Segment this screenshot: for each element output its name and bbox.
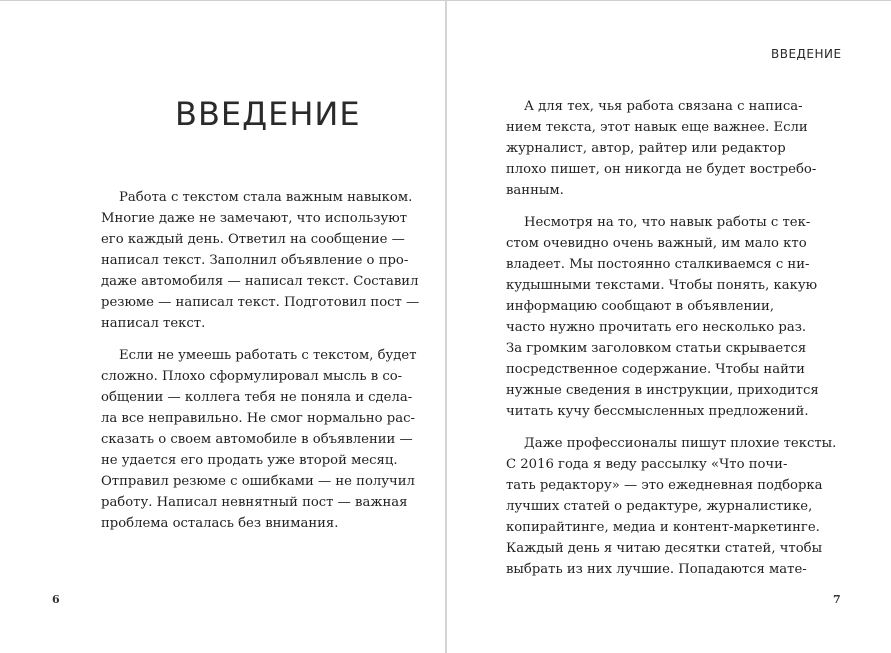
text-line: часто нужно прочитать его несколько раз. bbox=[506, 320, 807, 335]
text-line: Каждый день я читаю десятки статей, чтобы bbox=[506, 541, 823, 556]
paragraph bbox=[101, 345, 417, 534]
text-line: написал текст. bbox=[101, 316, 206, 331]
text-line: владеет. Мы постоянно сталкиваемся с ни- bbox=[506, 257, 810, 272]
text-line: Несмотря на то, что навык работы с тек- bbox=[524, 215, 811, 230]
left-page bbox=[0, 0, 445, 653]
text-line: не удается его продать уже второй месяц. bbox=[101, 453, 398, 468]
text-line: Многие даже не замечают, что используют bbox=[101, 211, 408, 226]
right-page bbox=[447, 0, 891, 653]
text-line: работу. Написал невнятный пост — важная bbox=[101, 495, 408, 510]
text-line: кудышными текстами. Чтобы понять, какую bbox=[506, 278, 818, 293]
text-line: читать кучу бессмысленных предложений. bbox=[506, 404, 809, 419]
text-line: С 2016 года я веду рассылку «Что почи- bbox=[506, 457, 788, 472]
text-line: Если не умеешь работать с текстом, будет bbox=[119, 348, 417, 363]
text-line: сложно. Плохо сформулировал мысль в со- bbox=[101, 369, 403, 384]
text-line: информацию сообщают в объявлении, bbox=[506, 299, 775, 314]
text-line: журналист, автор, райтер или редактор bbox=[506, 141, 786, 156]
text-line: копирайтинге, медиа и контент-маркетинге. bbox=[506, 520, 820, 535]
text-line: проблема осталась без внимания. bbox=[101, 516, 339, 531]
text-line: лучших статей о редактуре, журналистике, bbox=[506, 499, 813, 514]
paragraph bbox=[101, 187, 420, 334]
running-head: ВВЕДЕНИЕ bbox=[771, 47, 842, 61]
paragraph bbox=[506, 212, 819, 422]
text-line: нужные сведения в инструкции, приходится bbox=[506, 383, 819, 398]
left-body-text bbox=[101, 187, 420, 545]
text-line: А для тех, чья работа связана с написа- bbox=[524, 99, 803, 114]
text-line: написал текст. Заполнил объявление о про- bbox=[101, 253, 409, 268]
text-line: Даже профессионалы пишут плохие тексты. bbox=[524, 436, 837, 451]
right-body-text bbox=[506, 96, 837, 591]
text-line: посредственное содержание. Чтобы найти bbox=[506, 362, 805, 377]
text-line: Работа с текстом стала важным навыком. bbox=[119, 190, 413, 205]
page-number-right: 7 bbox=[833, 593, 841, 606]
text-line: плохо пишет, он никогда не будет востребо- bbox=[506, 162, 817, 177]
text-line: За громким заголовком статьи скрывается bbox=[506, 341, 807, 356]
text-line: даже автомобиля — написал текст. Составил bbox=[101, 274, 419, 289]
text-line: ла все неправильно. Не смог нормально рас- bbox=[101, 411, 415, 426]
text-line: резюме — написал текст. Подготовил пост — bbox=[101, 295, 420, 310]
text-line: нием текста, этот навык еще важнее. Если bbox=[506, 120, 808, 135]
paragraph bbox=[506, 433, 837, 580]
chapter-title: ВВЕДЕНИЕ bbox=[175, 95, 361, 133]
text-line: общении — коллега тебя не поняла и сдела- bbox=[101, 390, 413, 405]
text-line: выбрать из них лучшие. Попадаются мате- bbox=[506, 562, 807, 577]
text-line: сказать о своем автомобиле в объявлении — bbox=[101, 432, 413, 447]
text-line: тать редактору» — это ежедневная подборка bbox=[506, 478, 823, 493]
page-number-left: 6 bbox=[52, 593, 60, 606]
text-line: его каждый день. Ответил на сообщение — bbox=[101, 232, 405, 247]
text-line: стом очевидно очень важный, им мало кто bbox=[506, 236, 807, 251]
text-line: ванным. bbox=[506, 183, 564, 198]
paragraph bbox=[506, 96, 817, 201]
text-line: Отправил резюме с ошибками — не получил bbox=[101, 474, 415, 489]
